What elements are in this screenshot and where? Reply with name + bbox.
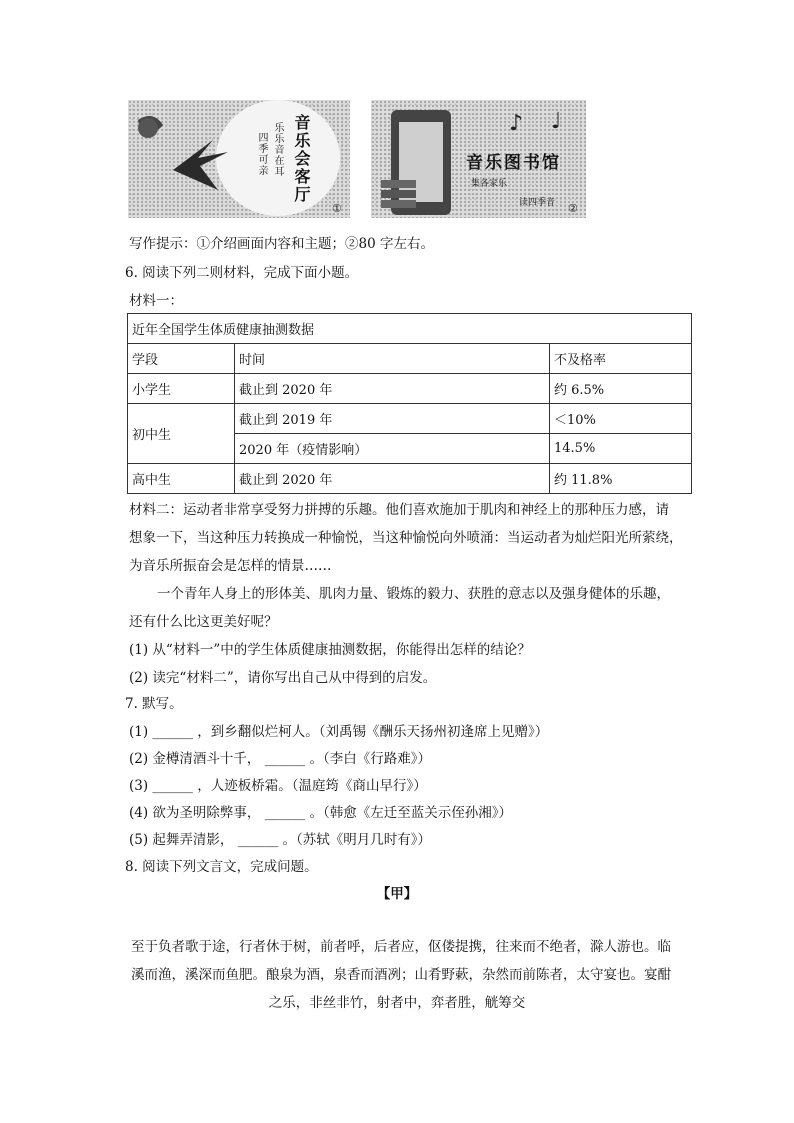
table-row <box>128 374 692 404</box>
image1-number: ① <box>332 202 342 215</box>
passage-line: 之乐，非丝非竹，射者中，弈者胜，觥筹交 <box>268 995 526 1011</box>
cell-rate: ＜10% <box>550 404 692 434</box>
cell-stage: 初中生 <box>128 404 235 464</box>
svg-text:♪: ♪ <box>509 111 524 136</box>
q6-heading: 6. 阅读下列二则材料，完成下面小题。 <box>125 265 359 281</box>
cell-stage: 小学生 <box>128 374 235 404</box>
cell-rate: 14.5% <box>550 434 692 464</box>
q7-item: (1) ______ ，到乡翻似烂柯人。（刘禹锡《酬乐天扬州初逢席上见赠》） <box>129 724 549 740</box>
image1-title: 音乐会客厅 <box>292 114 311 204</box>
swallow-illustration <box>128 100 350 218</box>
table-row <box>128 404 692 434</box>
svg-text:♩: ♩ <box>551 109 562 134</box>
cell-stage: 高中生 <box>128 464 235 494</box>
material2-line: 为音乐所振奋会是怎样的情景…… <box>129 558 332 574</box>
fitness-data-table <box>127 313 692 494</box>
material2-line: 一个青年人身上的形体美、肌肉力量、锻炼的毅力、获胜的意志以及强身健体的乐趣， <box>157 586 670 602</box>
q6-subquestion-2: (2) 读完“材料二”，请你写出自己从中得到的启发。 <box>129 670 437 686</box>
q7-item: (3) ______ ，人迹板桥霜。（温庭筠《商山早行》） <box>129 778 427 794</box>
header-rate: 不及格率 <box>550 344 692 374</box>
section-title: 【甲】 <box>376 886 418 902</box>
cell-rate: 约 11.8% <box>550 464 692 494</box>
image2-number: ② <box>568 202 578 215</box>
q7-item: (4) 欲为圣明除弊事， ______ 。（韩愈《左迁至蓝关示侄孙湘》） <box>129 805 512 821</box>
image1-subtitle: 乐乐音在耳 <box>272 122 283 177</box>
q6-subquestion-1: (1) 从“材料一”中的学生体质健康抽测数据，你能得出怎样的结论？ <box>129 642 531 658</box>
illustration-music-living-room <box>128 100 350 218</box>
passage-line: 至于负者歌于途，行者休于树，前者呼，后者应，伛偻提携，往来而不绝者，滁人游也。临 <box>131 939 671 955</box>
image2-title: 音乐图书馆 <box>466 153 561 173</box>
cell-rate: 约 6.5% <box>550 374 692 404</box>
image2-signature: 读四季音 <box>519 198 556 208</box>
passage-line: 溪而渔，溪深而鱼肥。酿泉为酒，泉香而酒冽；山肴野蔌，杂然而前陈者，太守宴也。宴酣 <box>131 967 671 983</box>
table-header-row <box>128 344 692 374</box>
image1-side-text: 四季可亲 <box>256 132 267 176</box>
writing-hint: 写作提示：①介绍画面内容和主题；②80 字左右。 <box>129 236 434 252</box>
illustration-music-library <box>371 100 586 218</box>
cell-time: 截止到 2019 年 <box>235 404 550 434</box>
table-row <box>128 464 692 494</box>
header-stage: 学段 <box>128 344 235 374</box>
material2-line: 想象一下，当这种压力转换成一种愉悦，当这种愉悦向外喷涌：当运动者为灿烂阳光所萦绕， <box>129 530 683 546</box>
cell-time: 截止到 2020 年 <box>235 464 550 494</box>
material2-line: 材料二：运动者非常享受努力拼搏的乐趣。他们喜欢施加于肌肉和神经上的那种压力感，请 <box>129 502 669 518</box>
q7-item: (5) 起舞弄清影， ______ 。（苏轼《明月几时有》） <box>129 832 431 848</box>
q7-item: (2) 金樽清酒斗十千， ______ 。（李白《行路难》） <box>129 751 431 767</box>
q8-heading: 8. 阅读下列文言文，完成问题。 <box>125 859 318 875</box>
table-title: 近年全国学生体质健康抽测数据 <box>128 314 692 344</box>
cell-time: 2020 年（疫情影响） <box>235 434 550 464</box>
material2-line: 还有什么比这更美好呢？ <box>129 614 278 630</box>
image2-subtitle: 集各家乐 <box>471 179 508 189</box>
q7-heading: 7. 默写。 <box>125 696 183 712</box>
header-time: 时间 <box>235 344 550 374</box>
cell-time: 截止到 2020 年 <box>235 374 550 404</box>
material1-label: 材料一： <box>129 293 183 309</box>
